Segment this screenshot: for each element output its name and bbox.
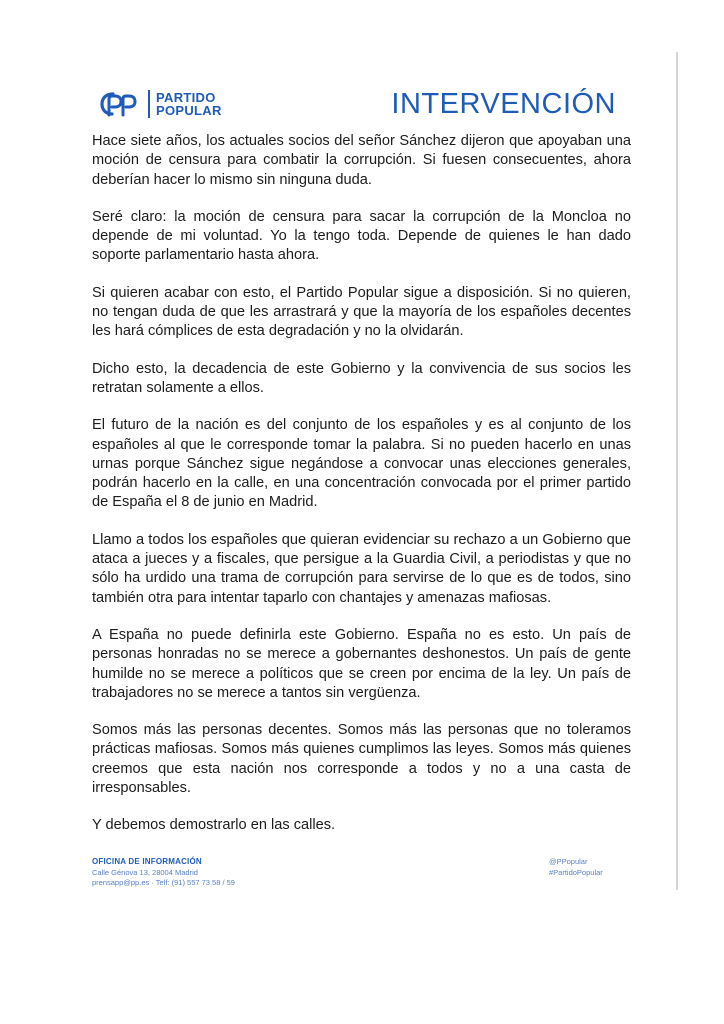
- footer-office: OFICINA DE INFORMACIÓN: [92, 857, 202, 866]
- pp-logo-icon: [100, 90, 144, 118]
- party-logo: [100, 88, 222, 120]
- paragraph: Hace siete años, los actuales socios del señor Sánchez dijeron que apoyaban una moción de censura para combatir la corrupción. Si fuesen consecuentes, ahora deberían hacer lo mismo sin ninguna duda.: [92, 133, 631, 188]
- logo-divider: [148, 90, 150, 118]
- paragraph: El futuro de la nación es del conjunto de los españoles y es al conjunto de los españoles al que le corresponde tomar la palabra. Si no pueden hacerlo en unas urnas porque Sánchez sigue negándose a convocar unas elecciones generales, podrán hacerlo en la calle, en una concentración convocada por el primer partido de España el 8 de junio en Madrid.: [92, 417, 631, 511]
- logo-line-2: POPULAR: [156, 103, 222, 118]
- speech-body: [92, 132, 631, 854]
- paragraph: Somos más las personas decentes. Somos más las personas que no toleramos prácticas mafiosas. Somos más quienes cumplimos las leyes. Somos más quienes creemos que esta nación nos corresponde a todos y no a una casta de irresponsables.: [92, 722, 631, 797]
- paragraph: Llamo a todos los españoles que quieran evidenciar su rechazo a un Gobierno que ataca a jueces y a fiscales, que persigue a la Guardia Civil, a periodistas y que no sólo ha urdido una trama de corrupción para servirse de lo que es de todos, sino también otra para intentar taparlo con chantajes y amenazas mafiosas.: [92, 531, 631, 606]
- logo-line-1: PARTIDO: [156, 90, 216, 105]
- paragraph: A España no puede definirla este Gobierno. España no es esto. Un país de personas honradas no se merece a gobernantes deshonestos. Un país de gente humilde no se merece a políticos que se creen por encima de la ley. Un país de trabajadores no se merece a tantos sin vergüenza.: [92, 626, 631, 701]
- footer-address: Calle Génova 13, 28004 Madrid: [92, 867, 198, 877]
- footer-email-phone: prensapp@pp.es · Telf: (91) 557 73 58 / 59: [92, 878, 235, 887]
- footer-contact: [92, 857, 352, 889]
- paragraph: Dicho esto, la decadencia de este Gobierno y la convivencia de sus socios les retratan solamente a ellos.: [92, 360, 631, 396]
- logo-wordmark: [156, 91, 222, 117]
- paragraph: Y debemos demostrarlo en las calles.: [92, 817, 336, 834]
- document-title: INTERVENCIÓN: [391, 88, 616, 120]
- page-edge-line: [676, 52, 678, 890]
- document-header: [100, 86, 616, 122]
- footer-handle: @PPopular: [549, 857, 588, 866]
- footer-hashtag: #PartidoPopular: [549, 867, 603, 877]
- paragraph: Si quieren acabar con esto, el Partido Popular sigue a disposición. Si no quieren, no tengan duda de que les arrastrará y que la mayoría de los españoles decentes les hará cómplices de esta degradación y no la olvidarán.: [92, 284, 631, 340]
- paragraph: Seré claro: la moción de censura para sacar la corrupción de la Moncloa no depende de mi voluntad. Yo la tengo toda. Depende de quienes le han dado soporte parlamentario hasta ahora.: [92, 208, 631, 264]
- footer-social: [549, 857, 649, 878]
